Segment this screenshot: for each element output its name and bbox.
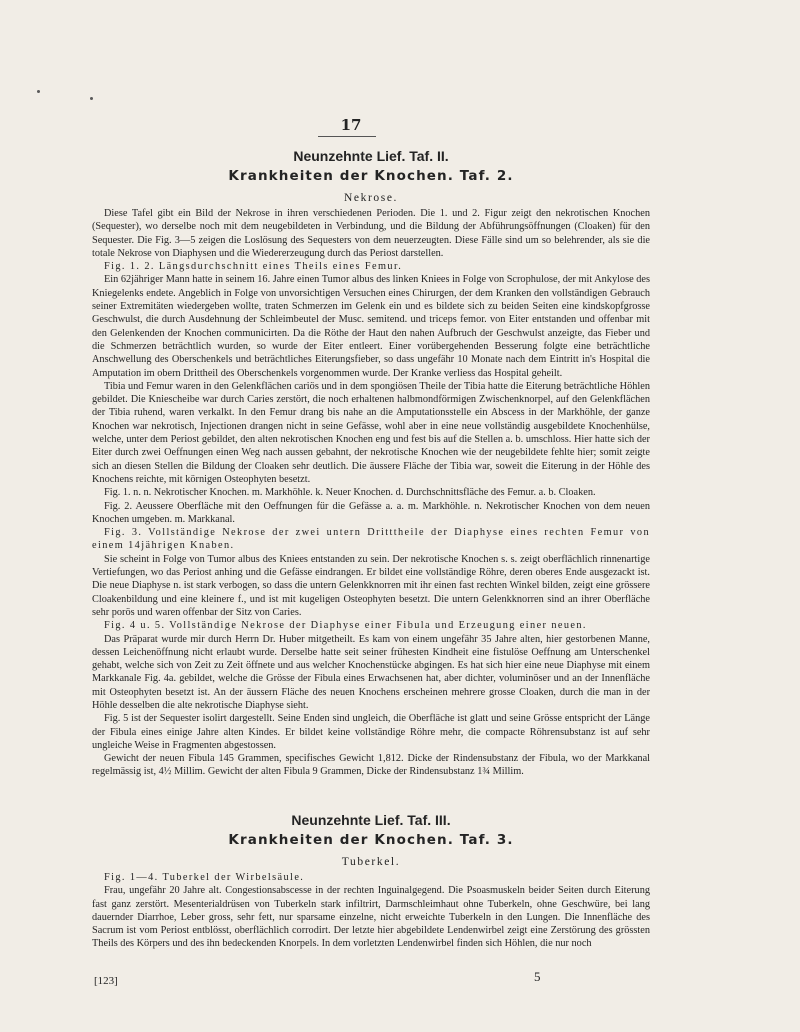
paragraph: Fig. 5 ist der Sequester isolirt dargestellt. Seine Enden sind ungleich, die Oberfläche ist glatt und seine Grösse entspricht der Länge der Fibula eines einige Jahre alten Kindes. Er bildet keine vollständige Röhre mehr, die compacte Röhrensubstanz ist auf sehr ungleiche Weise in Fragmenten abgestossen. [92, 713, 650, 751]
paragraph: Sie scheint in Folge von Tumor albus des Kniees entstanden zu sein. Der nekrotische Knochen s. s. zeigt oberflächlich rinnenartige Vertiefungen, wo das Periost anhing und die Gefässe eindrangen. Er bildet eine vollständige Röhre, deren oberes Ende ausgezackt ist. Die neue Diaphyse n. ist stark verbogen, so dass die untern Gelenkknorren mit ihr einen fast rechten Winkel bilden, zeigt eine grössere Cloakenbildung und eine kleinere f., und ist mit kugeligen Osteophyten besetzt. Die untern Gelenkknorren sind an ihrer Oberfläche sehr porös und waren offenbar der Sitz von Caries. [92, 553, 650, 618]
figure-heading: Fig. 1—4. Tuberkel der Wirbelsäule. [104, 872, 305, 883]
section-body [92, 871, 650, 951]
section-taf-3 [92, 811, 650, 951]
sheet-number: 5 [534, 969, 541, 984]
paragraph: Das Präparat wurde mir durch Herrn Dr. Huber mitgetheilt. Es kam von einem ungefähr 35 Jahre alten, hier gestorbenen Manne, dessen Leichenöffnung nicht erlaubt wurde. Derselbe hatte seit seiner frühesten Kindheit eine fistulöse Oeffnung am Unterschenkel gehabt, welche sich von Zeit zu Zeit öffnete und aus welcher Knochenstücke abgingen. Es hat sich hier eine neue Diaphyse mit einem Markkanale Fig. 4a. gebildet, welche die Grösse der Fibula eines Erwachsenen hat, aber dichter, voluminöser und an der Innenfläche mit Osteophyten besetzt ist. An der äussern Fläche des neuen Knochens erscheinen mehrere grosse Cloaken, durch die man in der Höhle desselben die alte nekrotische Diaphyse sieht. [92, 633, 650, 711]
section-subtitle: Nekrose. [344, 192, 398, 204]
paragraph: Diese Tafel gibt ein Bild der Nekrose in ihren verschiedenen Perioden. Die 1. und 2. Figur zeigt den nekrotischen Knochen (Sequester), wo derselbe noch mit dem neugebildeten in Verbindung, und die Bildung der Abführungsöffnungen (Cloaken) für den Sequester. Die Fig. 3—5 zeigen die Loslösung des Sequesters von dem neuerzeugten. Diese Fälle sind um so belehrender, als sie die totale Nekrose von Diaphysen und die Wiedererzeugung durch das Periost darstellen. [92, 208, 650, 259]
paragraph: Tibia und Femur waren in den Gelenkflächen cariös und in dem spongiösen Theile der Tibia hatte die Eiterung beträchtliche Höhlen gebildet. Die Kniescheibe war durch Caries zerstört, die noch erhaltenen halbmondförmigen Zwischenknorpel, auf den Gelenkflächen der Tibia ruhend, waren verkalkt. In den Femur drang bis nahe an die Amputationsstelle ein Abscess in der Markhöhle, der ganze Knochen war nekrotisch, Injectionen drangen nicht in seine Gefässe, wohl aber in eine neue vollständig ausgebildete Knochenhülse, welche, unter dem Periost gebildet, den alten nekrotischen Knochen eng und fest bis auf die Stellen a. b. umschloss. Hier hatte sich der Eiter durch zwei Oeffnungen einen Weg nach aussen gebahnt, der nekrotische Knochen wie der neugebildete fehlte hier; somit zeigte sich an diesen Stellen die Bildung der Cloaken sehr deutlich. Die äussere Fläche der Tibia war, soweit die Eiterung in der Höhle des Knochens reichte, mit körnigen Osteophyten besetzt. [92, 380, 650, 485]
speck-2 [90, 97, 93, 100]
section-taf-2 [92, 147, 650, 779]
section-body [92, 207, 650, 779]
paragraph: Frau, ungefähr 20 Jahre alt. Congestionsabscesse in der rechten Inguinalgegend. Die Psoasmuskeln beider Seiten durch Eiterung fast ganz zerstört. Mesenterialdrüsen von Tuberkeln stark infiltrirt, Darmschleimhaut ohne Tuberkeln, ohne Geschwüre, bei lang dauernder Diarrhoe, Leber gross, sehr fett, nur sparsame einzelne, nicht erweichte Tuberkeln in den Lungen. Die Innenfläche des Sacrum ist vom Periost entblösst, oberflächlich corrodirt. Der letzte hier abgebildete Lendenwirbel zeigt eine Zerstörung des grössten Theils des Körpers und des ihn bedeckenden Knorpels. In dem vorletzten Lendenwirbel finden sich Höhlen, die nur noch [92, 885, 650, 950]
page-number: 17 [340, 116, 362, 134]
section-title: Krankheiten der Knochen. Taf. 3. [228, 832, 514, 848]
speck-1 [37, 90, 40, 93]
section-title: Krankheiten der Knochen. Taf. 2. [228, 168, 514, 184]
figure-legend: Fig. 2. Aeussere Oberfläche mit den Oeffnungen für die Gefässe a. a. m. Markhöhle. n. Nekrotischer Knochen von dem neuen Knochen umgeben. m. Markkanal. [92, 500, 650, 525]
section-heading: Neunzehnte Lief. Taf. II. [293, 148, 449, 164]
signature-mark: [123] [94, 975, 118, 987]
figure-heading: Fig. 1. 2. Längsdurchschnitt eines Theils eines Femur. [104, 261, 403, 273]
section-heading: Neunzehnte Lief. Taf. III. [291, 812, 451, 828]
paragraph: Ein 62jähriger Mann hatte in seinem 16. Jahre einen Tumor albus des linken Kniees in Folge von Scrophulose, der mit Ankylose des Kniegelenks endete. Angeblich in Folge von unvorsichtigen Versuchen eines Chirurgen, der dem Kranken den vollständigen Gebrauch seiner Extremitäten wiedergeben wollte, traten Schmerzen im Gelenk ein und es bildete sich zu beiden Seiten eine kindskopfgrosse Geschwulst, die durch Ausdehnung der Schleimbeutel der Musc. semitend. und triceps femor. von Eiter entstanden und offenbar mit den Gelenkenden der Knochen communicirten. Da die Röthe der Haut den nahen Aufbruch der Geschwulst anzeigte, das Fieber und die Schmerzen beträchtlich wurden, so wurde der Eiter entleert. Einer vorübergehenden Besserung folgte eine beträchtliche Anschwellung des Oberschenkels und beträchtliches Eiterungsfieber, so dass ungefähr 10 Monate nach dem Eintritt in's Hospital die Amputation im obern Drittheil des Oberschenkels vorgenommen wurde. Der Kranke verliess das Hospital geheilt. [92, 274, 650, 379]
figure-legend: Fig. 1. n. n. Nekrotischer Knochen. m. Markhöhle. k. Neuer Knochen. d. Durchschnittsfläche des Femur. a. b. Cloaken. [104, 487, 596, 499]
section-subtitle: Tuberkel. [341, 856, 401, 868]
figure-heading: Fig. 4 u. 5. Vollständige Nekrose der Diaphyse einer Fibula und Erzeugung einer neuen. [104, 620, 587, 632]
page-number-rule [318, 136, 376, 137]
paragraph: Gewicht der neuen Fibula 145 Grammen, specifisches Gewicht 1,812. Dicke der Rindensubstanz der Fibula, wo der Markkanal regelmässig ist, 4½ Millim. Gewicht der alten Fibula 9 Grammen, Dicke der Rindensubstanz 1¾ Millim. [92, 753, 650, 778]
figure-heading: Fig. 3. Vollständige Nekrose der zwei untern Dritttheile der Diaphyse eines rechten Femur von einem 14jährigen Knaben. [92, 527, 650, 552]
